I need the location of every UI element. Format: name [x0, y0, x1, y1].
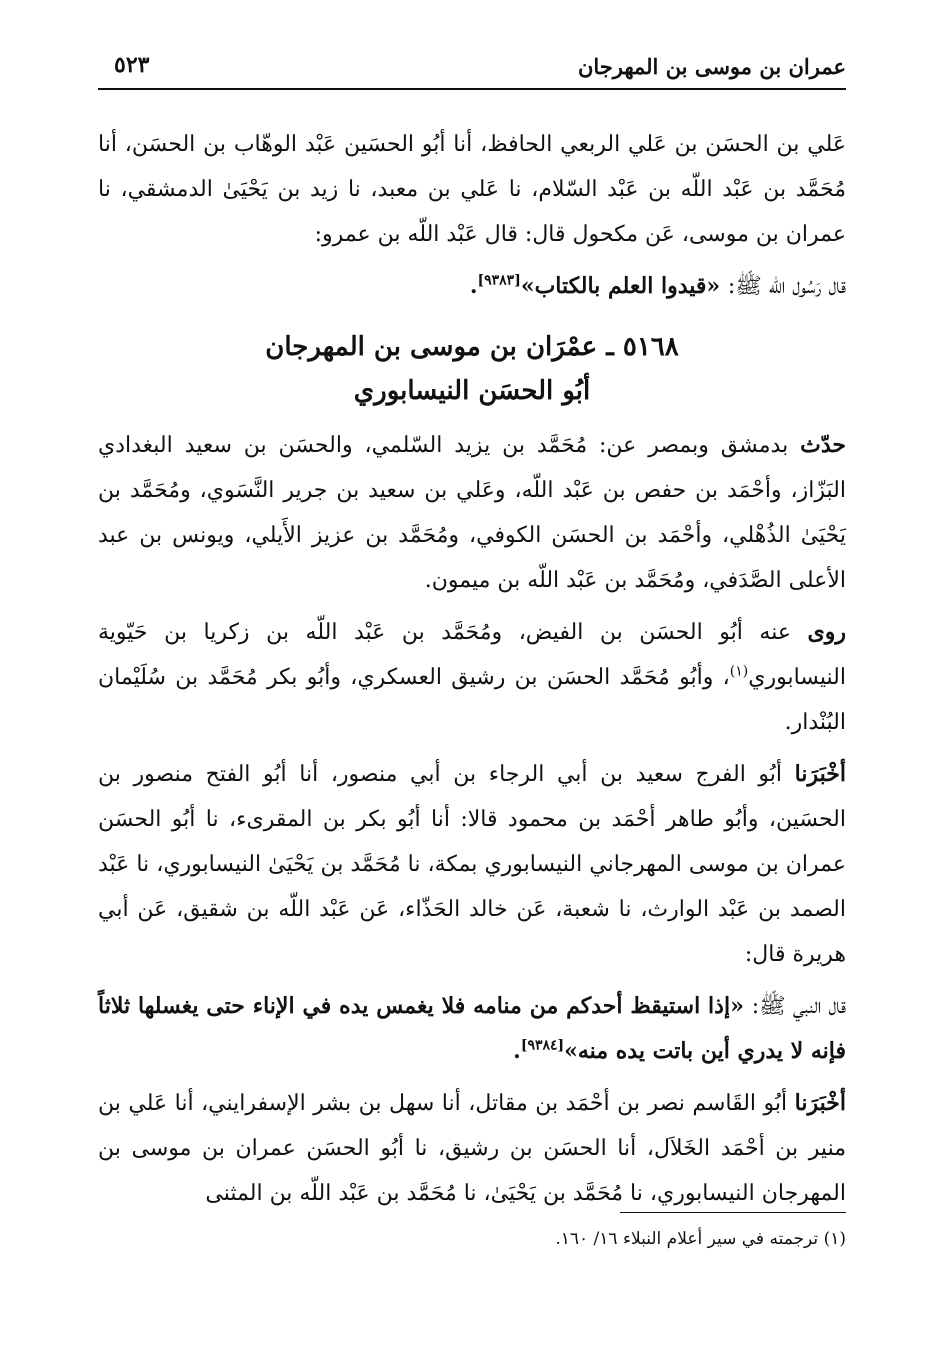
header-rule — [98, 88, 846, 90]
book-page — [98, 0, 846, 1350]
paragraph-lead-word: روى — [807, 619, 846, 645]
paragraph-teachers — [98, 423, 846, 603]
footnote — [98, 1224, 846, 1254]
paragraph-text: أبُو القَاسم نصر بن أحْمَد بن مقاتل، أنا سهل بن بشر الإسفرايني، أنا عَلي بن منير بن أحْمَد الخَلاَل، أنا الحسَن بن رشيق، نا أبُو الحسَن عمران بن موسى بن المهرجان النيسابوري، نا مُحَمَّد بن يَحْيَىٰ، نا مُحَمَّد بن عَبْد اللّه بن المثنى — [98, 1091, 846, 1206]
paragraph-text: بدمشق وبمصر عن: مُحَمَّد بن يزيد السّلمي، والحسَن بن سعيد البغدادي البَزّاز، وأحْمَد بن حفص بن عَبْد اللّه، وعَلي بن سعيد بن جرير النَّسَوي، ومُحَمَّد بن يَحْيَىٰ الذُهْلي، وأحْمَد بن الحسَن الكوفي، ومُحَمَّد بن عزيز الأَيلي، ويونس بن عبد الأعلى الصَّدَفي، ومُحَمَّد بن عَبْد اللّه بن ميمون. — [98, 433, 846, 593]
paragraph-lead-word: أخْبَرَنا — [794, 1090, 846, 1116]
paragraph-hadith-2 — [98, 984, 846, 1074]
paragraph-text: عَلي بن الحسَن بن عَلي الربعي الحافظ، أنا أبُو الحسَين عَبْد الوهّاب بن الحسَن، أنا مُحَمَّد بن عَبْد اللّه بن عَبْد السّلام، نا عَلي بن معبد، نا زيد بن يَحْيَىٰ الدمشقي، نا عمران بن موسى، عَن مكحول قال: قال عَبْد اللّه بن عمرو: — [98, 132, 846, 247]
paragraph-isnad-3 — [98, 1081, 846, 1216]
footnote-number: (١) — [823, 1229, 846, 1249]
running-header — [98, 50, 846, 86]
paragraph-isnad-1 — [98, 122, 846, 257]
hadith-text: «قيدوا العلم بالكتاب» — [520, 273, 721, 299]
entry-heading — [98, 325, 846, 413]
page-number: ٥٢٣ — [114, 52, 150, 78]
hadith-speaker: قال رَسُول الله ﷺ: — [727, 274, 846, 299]
paragraph-lead-word: حدّث — [800, 432, 846, 458]
footnote-marker[interactable]: (١) — [729, 663, 749, 680]
paragraph-isnad-2 — [98, 752, 846, 977]
paragraph-text-cont: ، وأبُو مُحَمَّد الحسَن بن رشيق العسكري، وأبُو بكر مُحَمَّد بن سُلَيْمان البُنْدار. — [98, 665, 846, 735]
footnote-text: ترجمته في سير أعلام النبلاء ١٦/ ١٦٠. — [555, 1229, 819, 1249]
entry-heading-kunya: أبُو الحسَن النيسابوري — [353, 376, 591, 406]
paragraph-text: عنه أبُو الحسَن بن الفيض، ومُحَمَّد بن عَبْد اللّه بن زكريا بن حَيّوية النيسابوري — [98, 620, 846, 690]
paragraph-hadith-1 — [98, 264, 846, 309]
hadith-text: «إذا استيقظ أحدكم من منامه فلا يغمس يده في الإناء حتى يغسلها ثلاثاً فإنه لا يدري أين باتت يده منه» — [98, 993, 846, 1064]
hadith-speaker: قال النبي ﷺ: — [751, 994, 846, 1019]
entry-heading-title: ٥١٦٨ ـ عمْرَان بن موسى بن المهرجان — [265, 332, 679, 362]
paragraph-students — [98, 610, 846, 745]
hadith-reference: [٩٣٨٣] — [477, 272, 521, 289]
footnote-rule — [620, 1212, 846, 1213]
hadith-end-dot: . — [469, 273, 478, 299]
main-text — [98, 122, 846, 1223]
hadith-reference: [٩٣٨٤] — [520, 1037, 565, 1054]
running-title: عمران بن موسى بن المهرجان — [577, 54, 846, 79]
paragraph-text: أبُو الفرج سعيد بن أبي الرجاء بن أبي منصور، أنا أبُو الفتح منصور بن الحسَين، وأبُو طاهر أحْمَد بن محمود قالا: أنا أبُو بكر بن المقرىء، نا أبُو الحسَن عمران بن موسى المهرجاني النيسابوري بمكة، نا مُحَمَّد بن يَحْيَىٰ النيسابوري، نا عَبْد الصمد بن عَبْد الوارث، نا شعبة، عَن خالد الحَذّاء، عَن عَبْد اللّه بن شقيق، عَن أبي هريرة قال: — [98, 762, 846, 967]
paragraph-lead-word: أخْبَرَنا — [794, 761, 846, 787]
hadith-end-dot: . — [513, 1038, 521, 1064]
